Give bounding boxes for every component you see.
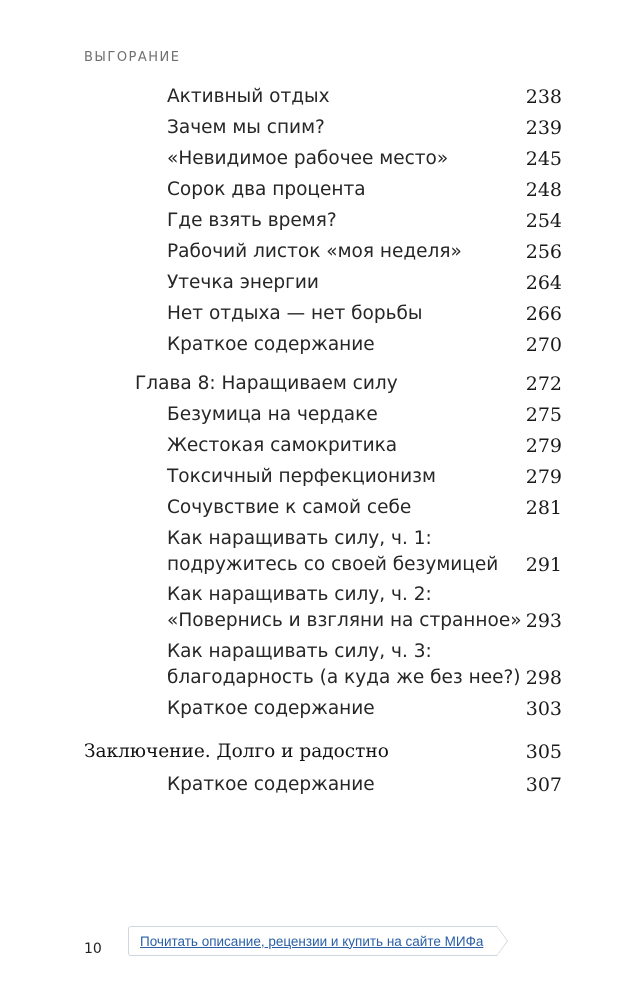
buy-book-link[interactable]: Почитать описание, рецензии и купить на сайте МИФа <box>128 926 497 956</box>
toc-entry-title: Токсичный перфекционизм <box>167 466 436 487</box>
toc-entry-page: 279 <box>525 435 562 457</box>
toc-entry-title-line1: Как наращивать силу, ч. 1: <box>167 528 432 549</box>
toc-entry-page: 245 <box>525 148 562 170</box>
toc-entry-title-line2: благодарность (а куда же без нее?) <box>167 667 521 688</box>
toc-entry-title: Краткое содержание <box>167 774 375 795</box>
toc-entry-title-line1: Как наращивать силу, ч. 2: <box>167 584 432 605</box>
toc-entry-page: 270 <box>525 334 562 356</box>
toc-entry-page: 248 <box>525 179 562 201</box>
toc-entry-page: 291 <box>525 554 562 576</box>
toc-entry-page: 239 <box>525 117 562 139</box>
toc-entry-page: 264 <box>525 272 562 294</box>
toc-entry-title: Сорок два процента <box>167 179 366 200</box>
toc-entry-title: Активный отдых <box>167 86 330 107</box>
toc-entry-page: 254 <box>525 210 562 232</box>
toc-entry-page: 279 <box>525 466 562 488</box>
toc-entry-title-line2: подружитесь со своей безумицей <box>167 554 499 575</box>
toc-entry-page: 272 <box>525 373 562 395</box>
toc-entry-page: 305 <box>525 741 562 763</box>
toc-entry-page: 293 <box>525 610 562 632</box>
toc-entry-title: Рабочий листок «моя неделя» <box>167 241 462 262</box>
running-head: ВЫГОРАНИЕ <box>84 50 181 65</box>
toc-chapter-title: Глава 8: Наращиваем силу <box>135 373 398 394</box>
toc-entry-page: 238 <box>525 86 562 108</box>
toc-entry-page: 281 <box>525 497 562 519</box>
toc-entry-page: 275 <box>525 404 562 426</box>
toc-entry-page: 298 <box>525 667 562 689</box>
toc-entry-title: «Невидимое рабочее место» <box>167 148 449 169</box>
toc-entry-page: 307 <box>525 774 562 796</box>
toc-entry-page: 256 <box>525 241 562 263</box>
page-number: 10 <box>84 941 102 957</box>
toc-entry-title: Жестокая самокритика <box>167 435 398 456</box>
toc-entry-title: Зачем мы спим? <box>167 117 325 138</box>
toc-entry-title: Безумица на чердаке <box>167 404 378 425</box>
toc-entry-title: Краткое содержание <box>167 698 375 719</box>
toc-entry-title: Краткое содержание <box>167 334 375 355</box>
toc-entry-title: Где взять время? <box>167 210 337 231</box>
toc-entry-title-line2: «Повернись и взгляни на странное» <box>167 610 522 631</box>
toc-entry-page: 266 <box>525 303 562 325</box>
toc-entry-title-line1: Как наращивать силу, ч. 3: <box>167 641 432 662</box>
toc-entry-title: Нет отдыха — нет борьбы <box>167 303 423 324</box>
toc-entry-title: Сочувствие к самой себе <box>167 497 412 518</box>
toc-entry-title: Утечка энергии <box>167 272 319 293</box>
toc-entry-page: 303 <box>525 698 562 720</box>
toc-conclusion-title: Заключение. Долго и радостно <box>84 741 389 762</box>
